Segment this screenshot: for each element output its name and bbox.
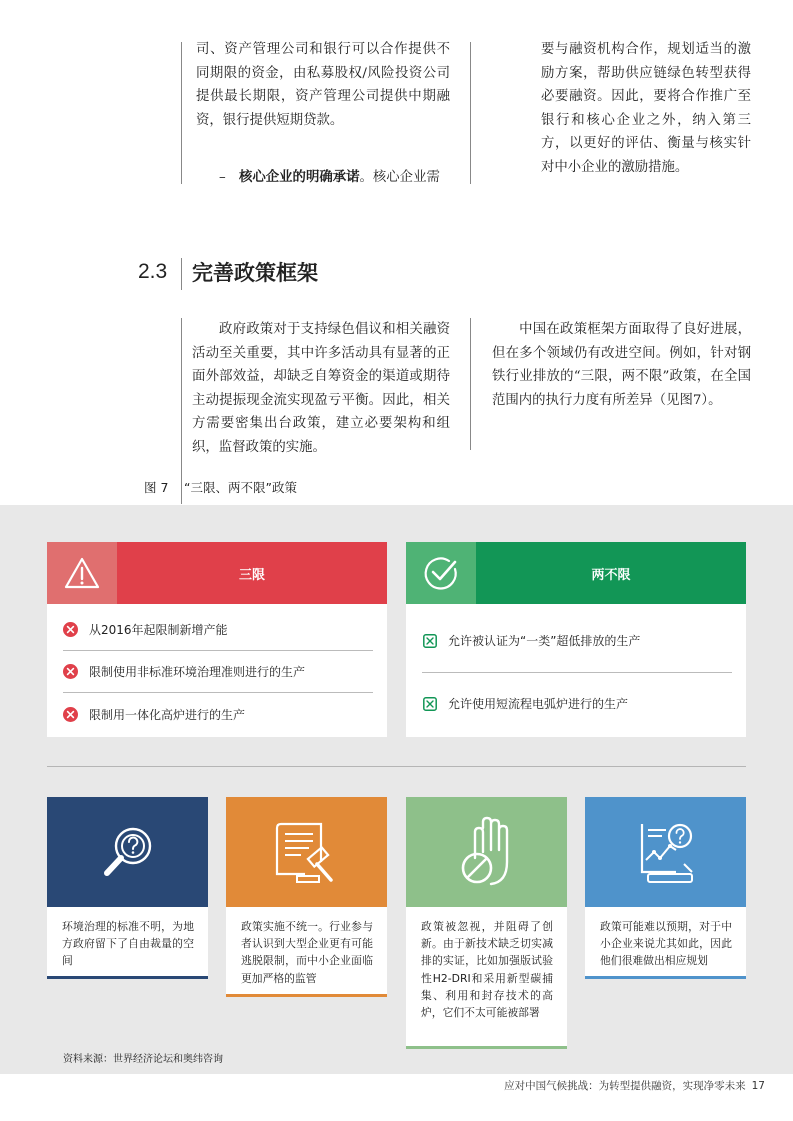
document-gavel-icon xyxy=(226,797,387,907)
section-title: 完善政策框架 xyxy=(192,261,318,285)
card-header xyxy=(406,542,746,604)
tile-description: 政策可能难以预期，对于中小企业来说尤其如此，因此他们很难做出相应规划 xyxy=(585,907,746,979)
column-rule-mid-right xyxy=(470,318,471,450)
three-restrictions-card xyxy=(47,542,387,737)
two-non-restrictions-card xyxy=(406,542,746,737)
column-rule-top-left xyxy=(181,42,182,184)
list-item xyxy=(63,663,305,680)
item-text: 允许被认证为“一类”超低排放的生产 xyxy=(448,634,641,648)
item-divider xyxy=(422,672,732,673)
figure-title: “三限、两不限”政策 xyxy=(184,480,297,495)
tile-description: 政策实施不统一。行业参与者认识到大型企业更有可能逃脱限制，而中小企业面临更加严格的监管 xyxy=(226,907,387,997)
bullet-bold-text: 核心企业的明确承诺 xyxy=(239,169,360,185)
item-text: 从2016年起限制新增产能 xyxy=(89,623,228,637)
tile-description: 环境治理的标准不明，为地方政府留下了自由裁量的空间 xyxy=(47,907,208,979)
section-left-text: 政府政策对于支持绿色倡议和相关融资活动至关重要，其中许多活动具有显著的正面外部效益，却缺乏自筹资金的渠道或期待主动提振现金流实现盈亏平衡。因此，相关方需要密集出台政策，建立必要架构和组织，监督政策的实施。 xyxy=(192,322,450,455)
item-text: 限制使用非标准环境治理准则进行的生产 xyxy=(89,665,306,679)
section-left-paragraph xyxy=(192,318,450,460)
section-number: 2.3 xyxy=(138,260,168,283)
column-rule-top-right xyxy=(470,42,471,184)
tile-description: 政策被忽视，并阻碍了创新。由于新技术缺乏切实减排的实证，比如加强版试验性H2-DRI和采用新型碳捕集、利用和封存技术的高炉，它们不太可能被部署 xyxy=(406,907,567,1049)
bullet-rest-text: 。核心企业需 xyxy=(359,170,440,185)
page-footer xyxy=(504,1078,765,1093)
source-note: 资料来源：世界经济论坛和奥纬咨询 xyxy=(63,1054,223,1065)
hand-prohibited-icon xyxy=(406,797,567,907)
figure-label: 图 7 xyxy=(144,480,169,495)
card-header xyxy=(47,542,387,604)
top-right-paragraph: 要与融资机构合作，规划适当的激励方案，帮助供应链绿色转型获得必要融资。因此，要将合作推广至银行和核心企业之外，纳入第三方，以更好的评估、衡量与核实针对中小企业的激励措施。 xyxy=(541,42,751,175)
cross-icon xyxy=(63,707,78,722)
check-box-icon xyxy=(422,633,437,648)
item-text: 限制用一体化高炉进行的生产 xyxy=(89,708,246,722)
list-item xyxy=(63,621,228,638)
chart-question-icon xyxy=(585,797,746,907)
magnifier-question-icon xyxy=(47,797,208,907)
item-text: 允许使用短流程电弧炉进行的生产 xyxy=(448,697,629,711)
list-item xyxy=(422,632,640,649)
cross-icon xyxy=(63,622,78,637)
footer-title: 应对中国气候挑战：为转型提供融资，实现净零未来 xyxy=(504,1080,746,1092)
item-divider xyxy=(63,650,373,651)
card-title: 两不限 xyxy=(476,542,746,604)
list-item xyxy=(63,706,245,723)
bullet-text xyxy=(219,166,451,190)
check-circle-icon xyxy=(406,542,476,604)
card-title: 三限 xyxy=(117,542,387,604)
figure-divider xyxy=(47,766,746,767)
section-heading-rule xyxy=(181,258,182,290)
bullet-dash: – xyxy=(219,170,226,185)
item-divider xyxy=(63,692,373,693)
page-number: 17 xyxy=(751,1080,765,1092)
section-right-paragraph xyxy=(492,318,751,412)
column-rule-mid-left xyxy=(181,318,182,504)
check-box-icon xyxy=(422,696,437,711)
bullet-item xyxy=(219,166,451,190)
section-right-text: 中国在政策框架方面取得了良好进展，但在多个领域仍有改进空间。例如，针对钢铁行业排放的“三限，两不限”政策，在全国范围内的执行力度有所差异（见图7）。 xyxy=(492,322,751,408)
list-item xyxy=(422,695,628,712)
warning-icon xyxy=(47,542,117,604)
top-left-paragraph: 司、资产管理公司和银行可以合作提供不同期限的资金，由私募股权/风险投资公司提供最长期限，资产管理公司提供中期融资，银行提供短期贷款。 xyxy=(196,42,450,128)
cross-icon xyxy=(63,664,78,679)
